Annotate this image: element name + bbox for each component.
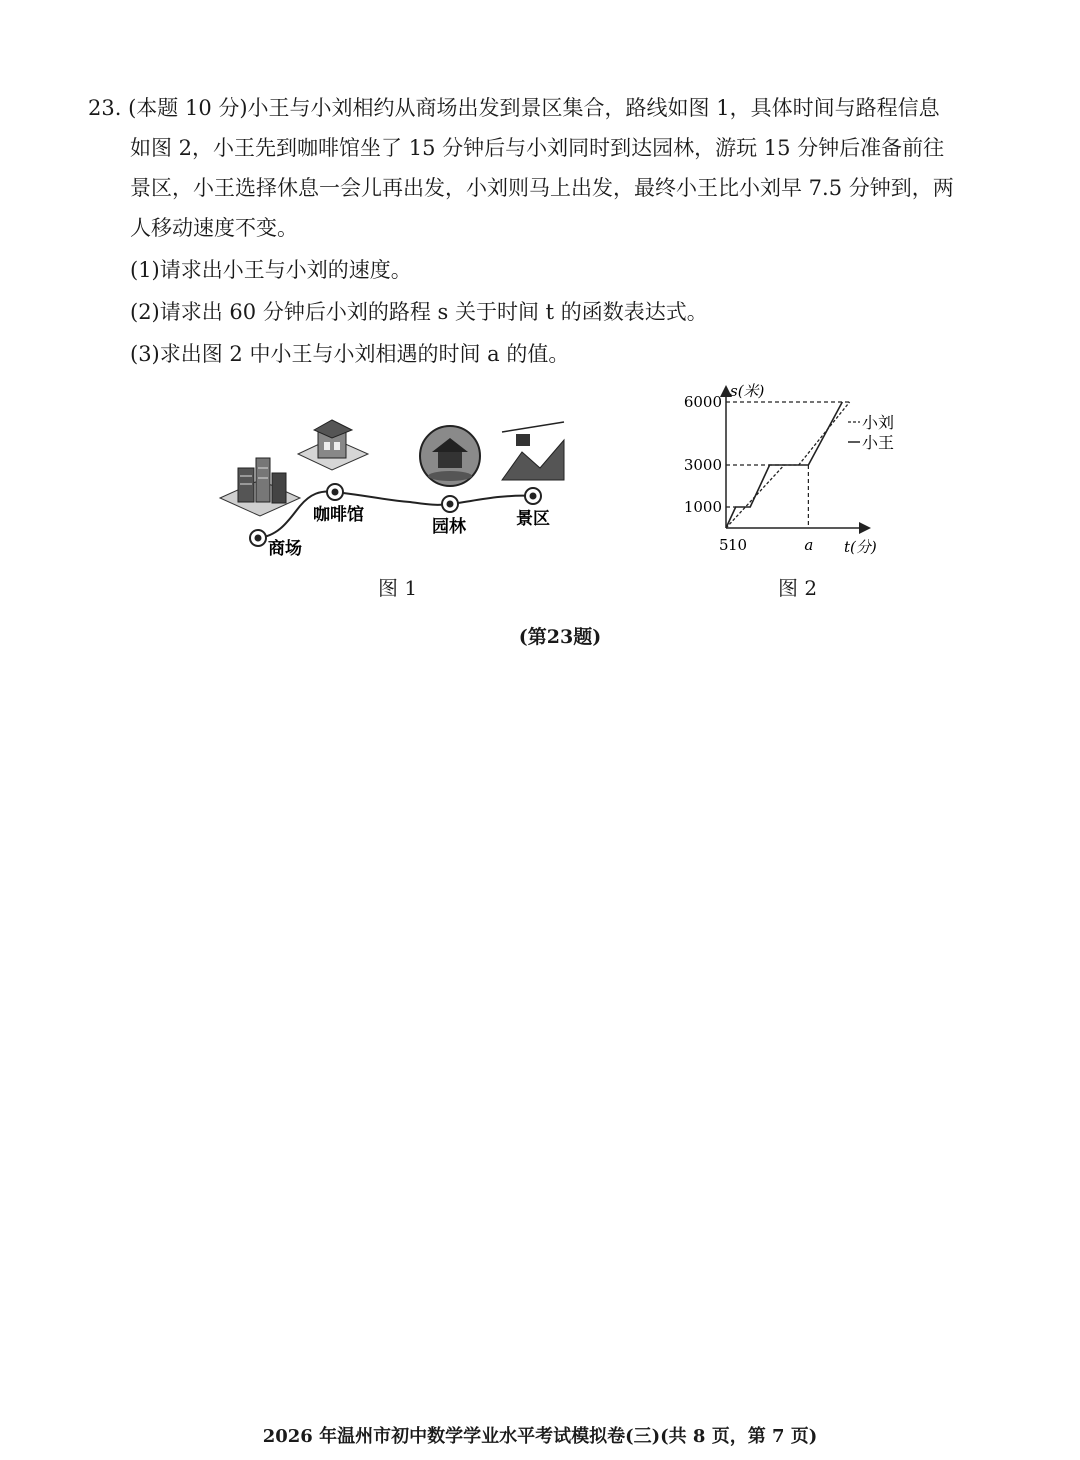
marker-scenic-icon xyxy=(525,488,541,504)
y-tick-1000: 1000 xyxy=(683,498,722,516)
sub-question-1: (1)请求出小王与小刘的速度。 xyxy=(130,258,412,282)
figure-1-label: 图 1 xyxy=(378,576,418,600)
question-caption: (第23题) xyxy=(518,626,602,648)
figure-2-chart xyxy=(676,380,916,560)
marker-cafe-icon xyxy=(327,484,343,500)
mall-building-icon xyxy=(220,458,300,516)
problem-line-3: 景区，小王选择休息一会儿再出发，小刘则马上出发，最终小王比小刘早 7.5 分钟到，两 xyxy=(130,176,954,200)
problem-line-4: 人移动速度不变。 xyxy=(130,216,298,240)
problem-line-1: 23. (本题 10 分)小王与小刘相约从商场出发到景区集合，路线如图 1，具体时间与路程信息 xyxy=(88,96,940,120)
figure-2-label: 图 2 xyxy=(778,576,818,600)
y-tick-6000: 6000 xyxy=(683,393,722,411)
place-label-cafe: 咖啡馆 xyxy=(313,505,364,525)
cafe-building-icon xyxy=(298,420,368,470)
sub-question-2: (2)请求出 60 分钟后小刘的路程 s 关于时间 t 的函数表达式。 xyxy=(130,300,708,324)
problem-line-2: 如图 2，小王先到咖啡馆坐了 15 分钟后与小刘同时到达园林，游玩 15 分钟后准备前往 xyxy=(130,136,945,160)
x-tick-5: 5 xyxy=(719,536,729,554)
page-footer: 2026 年温州市初中数学学业水平考试模拟卷(三)(共 8 页，第 7 页) xyxy=(262,1426,818,1447)
x-tick-a: a xyxy=(804,536,814,554)
legend xyxy=(848,413,894,452)
x-tick-10: 10 xyxy=(728,536,748,554)
series-lines xyxy=(726,402,850,528)
place-label-mall: 商场 xyxy=(268,539,302,559)
tick-labels xyxy=(684,393,814,554)
y-axis-label: s(米) xyxy=(730,382,765,400)
problem-23 xyxy=(88,88,1008,248)
marker-mall-icon xyxy=(250,530,266,546)
legend-entry-xiaowang: 小王 xyxy=(862,433,895,452)
marker-garden-icon xyxy=(442,496,458,512)
sub-question-3: (3)求出图 2 中小王与小刘相遇的时间 a 的值。 xyxy=(130,342,570,366)
problem-number: 23. xyxy=(88,96,122,120)
scenic-cable-car-icon xyxy=(502,422,564,480)
y-tick-3000: 3000 xyxy=(683,456,722,474)
place-label-scenic: 景区 xyxy=(516,509,550,529)
figure-1-route-map xyxy=(210,418,590,568)
legend-entry-xiaoliu: 小刘 xyxy=(862,413,895,432)
place-label-garden: 园林 xyxy=(432,517,466,537)
garden-pavilion-icon xyxy=(420,426,480,486)
x-axis-label: t(分) xyxy=(844,538,877,556)
